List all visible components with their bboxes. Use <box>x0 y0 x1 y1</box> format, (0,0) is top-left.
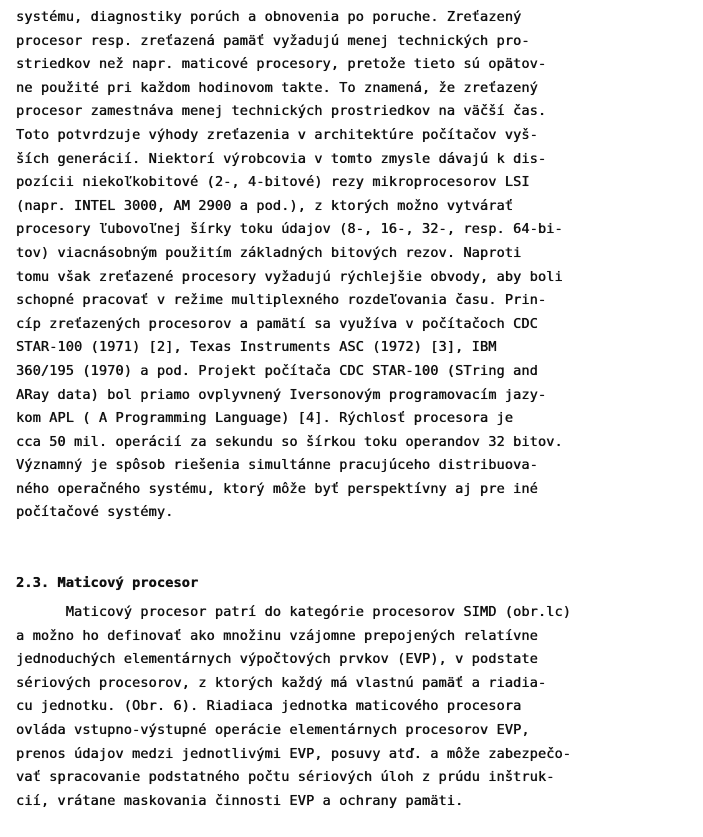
text-line: cu jednotku. (Obr. 6). Riadiaca jednotka maticového procesora <box>16 698 522 715</box>
text-line: STAR-100 (1971) [2], Texas Instruments ASC (1972) [3], IBM <box>16 339 497 356</box>
text-line: prenos údajov medzi jednotlivými EVP, posuvy atď. a môže zabezpečo- <box>16 745 572 762</box>
text-line: cií, vrátane maskovania činnosti EVP a ochrany pamäti. <box>16 792 464 809</box>
text-line: kom APL ( A Programming Language) [4]. Rýchlosť procesora je <box>16 410 514 427</box>
text-line: Významný je spôsob riešenia simultánne pracujúceho distribuova- <box>16 457 538 474</box>
text-line: systému, diagnostiky porúch a obnovenia po poruche. Zreťazený <box>16 9 522 25</box>
text-line: Maticový procesor patrí do kategórie procesorov SIMD (obr.lc) <box>16 604 572 620</box>
text-line: Toto potvrdzuje výhody zreťazenia v architektúre počítačov vyš- <box>16 126 538 143</box>
text-line: pozícii niekoľkobitové (2-, 4-bitové) rezy mikroprocesorov LSI <box>16 174 530 191</box>
text-line: cca 50 mil. operácií za sekundu so šírkou toku operandov 32 bitov. <box>16 433 563 450</box>
text-line: cíp zreťazených procesorov a pamätí sa využíva v počítačoch CDC <box>16 315 538 332</box>
text-line: schopné pracovať v režime multiplexného rozdeľovania času. Prin- <box>16 292 547 309</box>
text-line: ného operačného systému, ktorý môže byť perspektívny aj pre iné <box>16 480 538 497</box>
section-heading: 2.3. Maticový procesor <box>16 575 199 591</box>
text-line: jednoduchých elementárnych výpočtových prvkov (EVP), v podstate <box>16 651 538 668</box>
text-line: a možno ho definovať ako množinu vzájomne prepojených relatívne <box>16 627 538 644</box>
text-line: ARay data) bol priamo ovplyvnený Iversonovým programovacím jazy- <box>16 386 547 403</box>
text-line: 360/195 (1970) a pod. Projekt počítača CDC STAR-100 (STring and <box>16 362 538 379</box>
text-line: ne použité pri každom hodinovom takte. To znamená, že zreťazený <box>16 79 538 96</box>
text-line: ovláda vstupno-výstupné operácie elementárnych procesorov EVP, <box>16 721 530 738</box>
text-line: ších generácií. Niektorí výrobcovia v tomto zmysle dávajú k dis- <box>16 150 547 167</box>
text-line: tomu však zreťazené procesory vyžadujú rýchlejšie obvody, aby boli <box>16 268 563 285</box>
text-line: (napr. INTEL 3000, AM 2900 a pod.), z ktorých možno vytvárať <box>16 197 514 214</box>
text-line: tov) viacnásobným použitím základných bitových rezov. Naproti <box>16 244 522 261</box>
text-line: procesor resp. zreťazená pamäť vyžadujú menej technických pro- <box>16 32 530 49</box>
text-line: procesory ľubovoľnej šírky toku údajov (8-, 16-, 32-, resp. 64-bi- <box>16 221 563 238</box>
text-line: vať spracovanie podstatného počtu sériových úloh z prúdu inštruk- <box>16 769 555 786</box>
paragraph-array-processor <box>16 601 571 813</box>
paragraph-pipeline-processors <box>16 6 563 525</box>
text-line: procesor zamestnáva menej technických prostriedkov na väčší čas. <box>16 103 547 120</box>
text-line: striedkov než napr. maticové procesory, pretože tieto sú opätov- <box>16 56 547 73</box>
text-line: sériových procesorov, z ktorých každý má vlastnú pamäť a riadia- <box>16 674 547 691</box>
text-line: počítačové systémy. <box>16 504 174 521</box>
